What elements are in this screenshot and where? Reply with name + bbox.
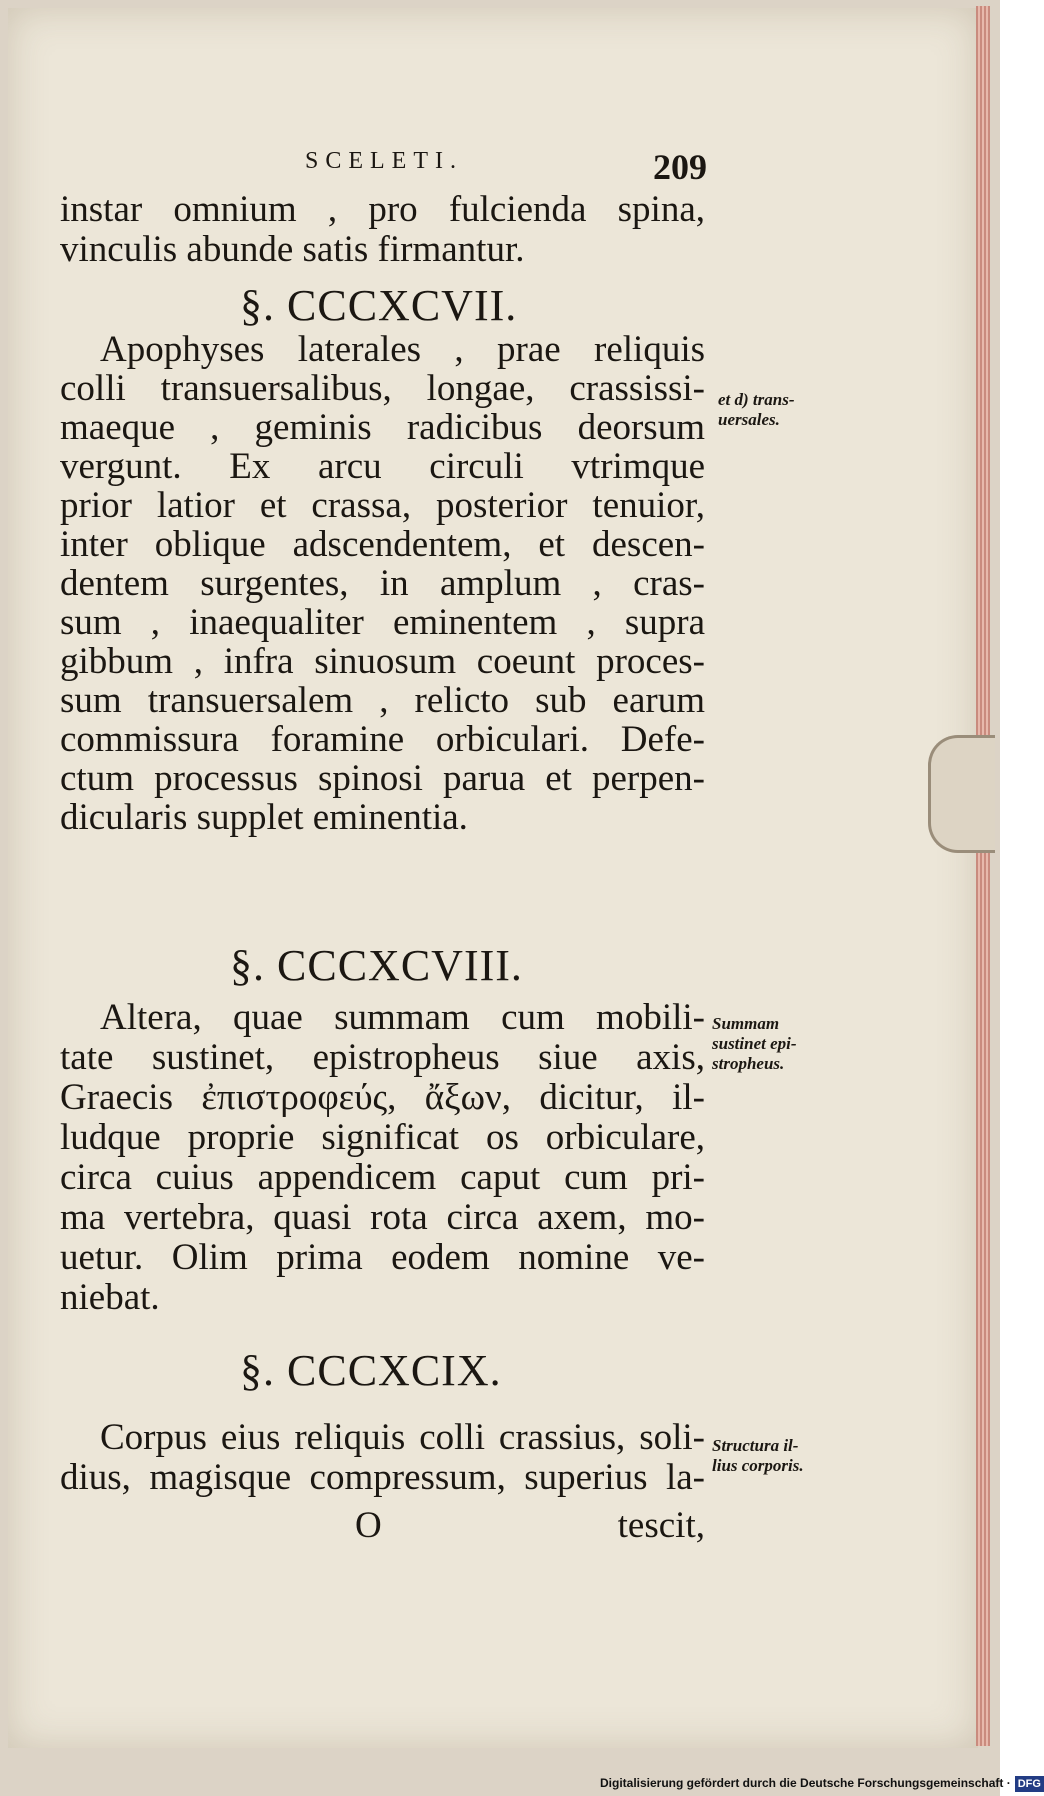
section-heading: §. CCCXCIX. [240,1346,502,1395]
margin-note: Summam sustinet epi- stropheus. [712,1014,797,1073]
body-line: dicularis supplet eminentia. [60,797,468,838]
body-line: commissura foramine orbiculari. Defe- [60,719,705,760]
body-line: prior latior et crassa, posterior tenuior, [60,485,705,526]
body-line: dius, magisque compressum, superius la- [60,1457,705,1498]
page-number: 209 [653,147,707,187]
body-line: sum , inaequaliter eminentem , supra [60,602,705,643]
body-line: sum transuersalem , relicto sub earum [60,680,705,721]
body-line: ma vertebra, quasi rota circa axem, mo- [60,1197,705,1238]
margin-note: et d) trans- uersales. [718,390,795,429]
body-line: vinculis abunde satis firmantur. [60,229,525,270]
body-line: Apophyses laterales , prae reliquis [100,329,705,370]
body-line: gibbum , infra sinuosum coeunt proces- [60,641,705,682]
body-line: dentem surgentes, in amplum , cras- [60,563,705,604]
body-line: Corpus eius reliquis colli crassius, soli- [100,1417,705,1458]
footer-text: Digitalisierung gefördert durch die Deutsche Forschungsgemeinschaft · [600,1776,1011,1790]
section-heading: §. CCCXCVIII. [230,941,523,990]
body-line: uetur. Olim prima eodem nomine ve- [60,1237,705,1278]
page-tab [928,735,995,853]
margin-note: Structura il- lius corporis. [712,1436,804,1475]
body-line: tate sustinet, epistropheus siue axis, [60,1037,705,1078]
signature-mark: O [355,1505,382,1546]
body-line: instar omnium , pro fulcienda spina, [60,189,705,230]
page-edge [976,6,990,1746]
body-line: Altera, quae summam cum mobili- [100,997,705,1038]
body-line: colli transuersalibus, longae, crassissi- [60,368,705,409]
digitization-footer [600,1772,1041,1794]
body-line: ludque proprie significat os orbiculare, [60,1117,705,1158]
body-line: niebat. [60,1277,160,1318]
body-line: Graecis ἐπιστροφεύς, ἄξων, dicitur, il- [60,1077,705,1118]
body-line: maeque , geminis radicibus deorsum [60,407,705,448]
body-line: circa cuius appendicem caput cum pri- [60,1157,705,1198]
dfg-logo-icon: DFG [1015,1776,1044,1792]
catchword: tescit, [617,1505,705,1546]
section-heading: §. CCCXCVII. [240,281,518,330]
body-line: inter oblique adscendentem, et descen- [60,524,705,565]
body-line: vergunt. Ex arcu circuli vtrimque [60,446,705,487]
running-head: SCELETI. [305,148,463,174]
body-line: ctum processus spinosi parua et perpen- [60,758,705,799]
